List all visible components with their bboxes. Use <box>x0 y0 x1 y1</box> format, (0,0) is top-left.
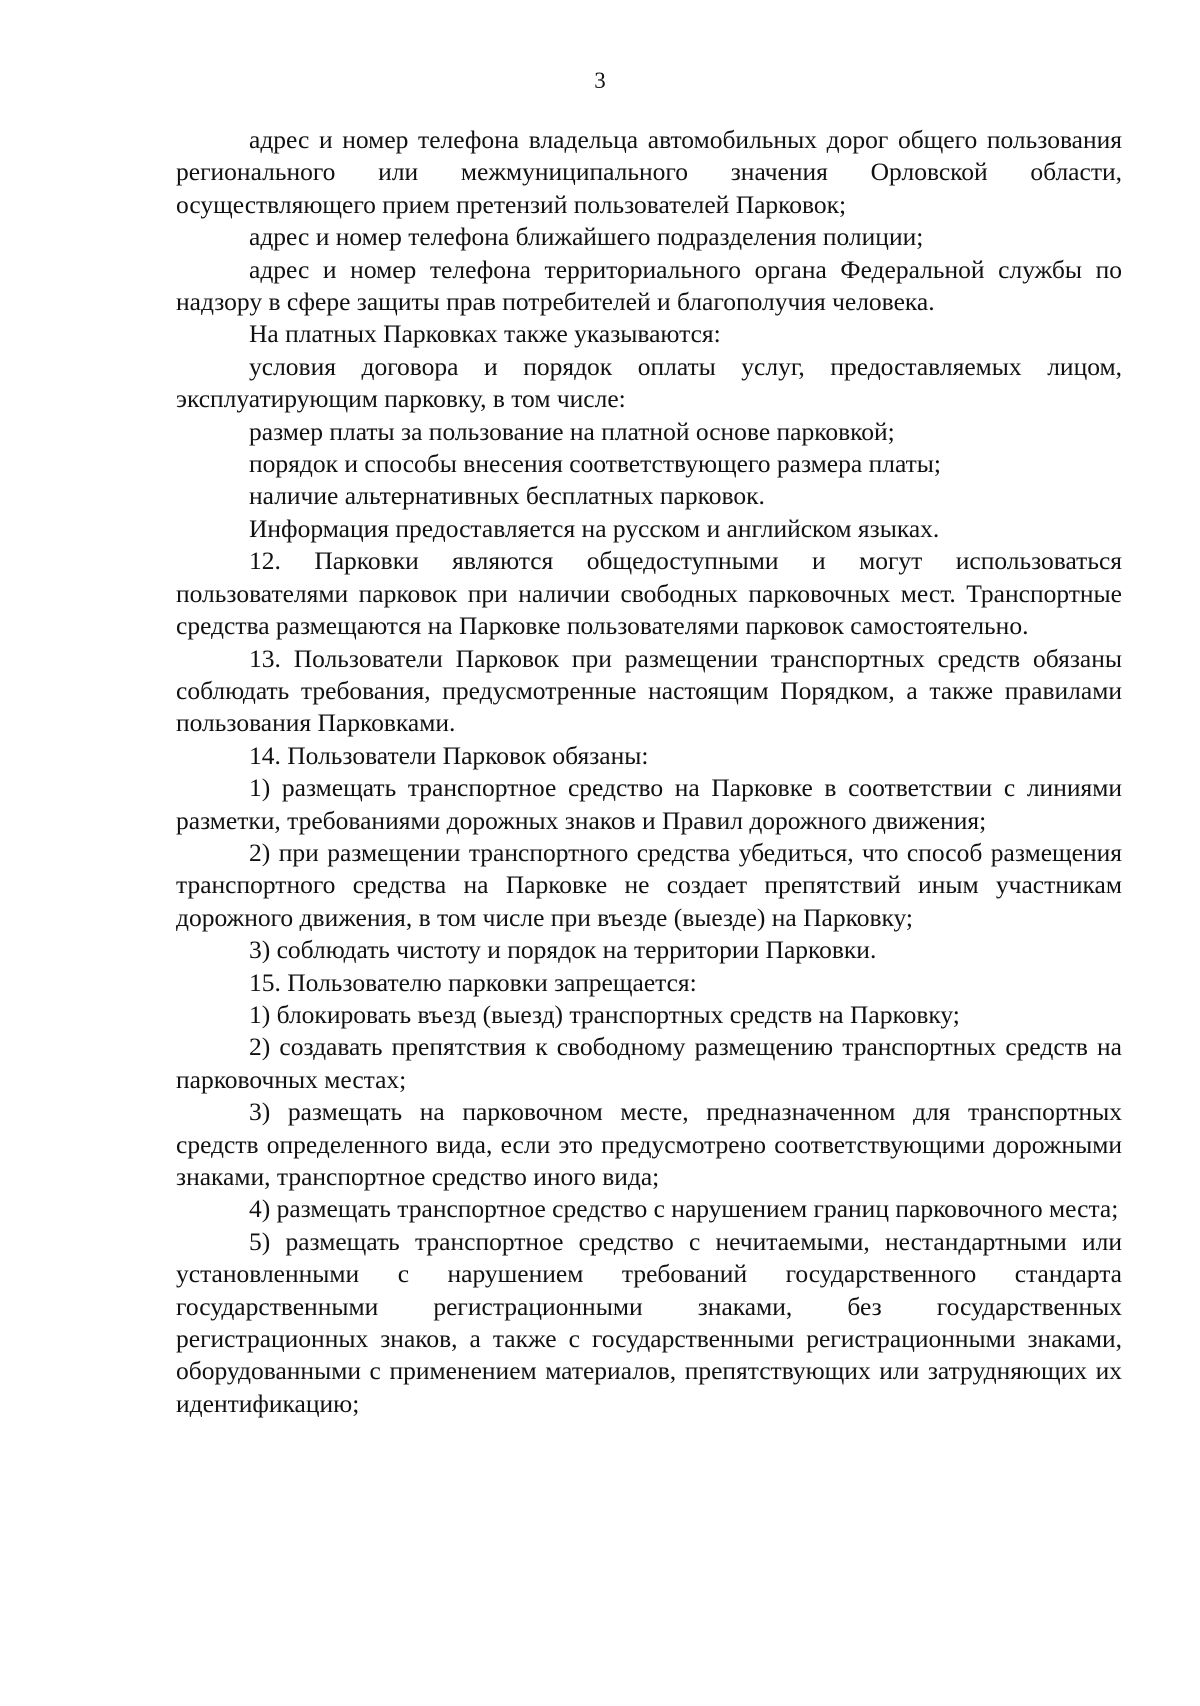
paragraph-fee-amount: размер платы за пользование на платной основе парковкой; <box>249 416 895 446</box>
paragraph-payment-methods: порядок и способы внесения соответствующего размера платы; <box>249 449 941 479</box>
paragraph-owner-contact: адрес и номер телефона владельца автомобильных дорог общего пользования регионального или межмуниципального значения Орловской области, осуществляющего прием претензий пользователей Парковок; <box>176 125 1122 219</box>
paragraph-clause-15-item-1: 1) блокировать въезд (выезд) транспортных средств на Парковку; <box>249 999 960 1029</box>
paragraph-languages: Информация предоставляется на русском и английском языках. <box>249 513 940 543</box>
paragraph-clause-15-item-4: 4) размещать транспортное средство с нарушением границ парковочного места; <box>249 1194 1119 1224</box>
paragraph-clause-15-item-2: 2) создавать препятствия к свободному размещению транспортных средств на парковочных местах; <box>176 1032 1122 1094</box>
paragraph-free-alternatives: наличие альтернативных бесплатных парковок. <box>249 481 765 511</box>
paragraph-clause-15: 15. Пользователю парковки запрещается: <box>249 967 697 997</box>
paragraph-clause-15-item-3: 3) размещать на парковочном месте, предназначенном для транспортных средств определенного вида, если это предусмотрено соответствующими дорожными знаками, транспортное средство иного вида; <box>176 1097 1122 1191</box>
paragraph-clause-13: 13. Пользователи Парковок при размещении транспортных средств обязаны соблюдать требования, предусмотренные настоящим Порядком, а также правилами пользования Парковками. <box>176 643 1122 738</box>
paragraph-contract-terms: условия договора и порядок оплаты услуг, предоставляемых лицом, эксплуатирующим парковку, в том числе: <box>176 351 1122 414</box>
paragraph-paid-parking-heading: На платных Парковках также указываются: <box>249 319 721 349</box>
page-number: 3 <box>594 68 606 93</box>
paragraph-clause-14-item-2: 2) при размещении транспортного средства убедиться, что способ размещения транспортного средства на Парковке не создает препятствий иным участникам дорожного движения, в том числе при въезде (выезде) на Парковку; <box>176 837 1122 932</box>
paragraph-clause-15-item-5: 5) размещать транспортное средство с нечитаемыми, нестандартными или установленными с нарушением требований государственного стандарта государственными регистрационными знаками, без государственных регистрационных знаков, а также с государственными регистрационными знаками, оборудованными с применением материалов, препятствующих или затрудняющих их идентификацию; <box>176 1226 1122 1418</box>
paragraph-police-contact: адрес и номер телефона ближайшего подразделения полиции; <box>249 222 924 252</box>
paragraph-clause-12: 12. Парковки являются общедоступными и могут использоваться пользователями парковок при наличии свободных парковочных мест. Транспортные средства размещаются на Парковке пользователями парковок самостоятельно. <box>176 546 1122 641</box>
document-body <box>176 124 1122 1420</box>
paragraph-consumer-service-contact: адрес и номер телефона территориального органа Федеральной службы по надзору в сфере защиты прав потребителей и благополучия человека. <box>176 254 1122 317</box>
paragraph-clause-14: 14. Пользователи Парковок обязаны: <box>249 740 649 770</box>
paragraph-clause-14-item-3: 3) соблюдать чистоту и порядок на территории Парковки. <box>249 935 877 965</box>
paragraph-clause-14-item-1: 1) размещать транспортное средство на Парковке в соответствии с линиями разметки, требованиями дорожных знаков и Правил дорожного движения; <box>176 773 1122 835</box>
